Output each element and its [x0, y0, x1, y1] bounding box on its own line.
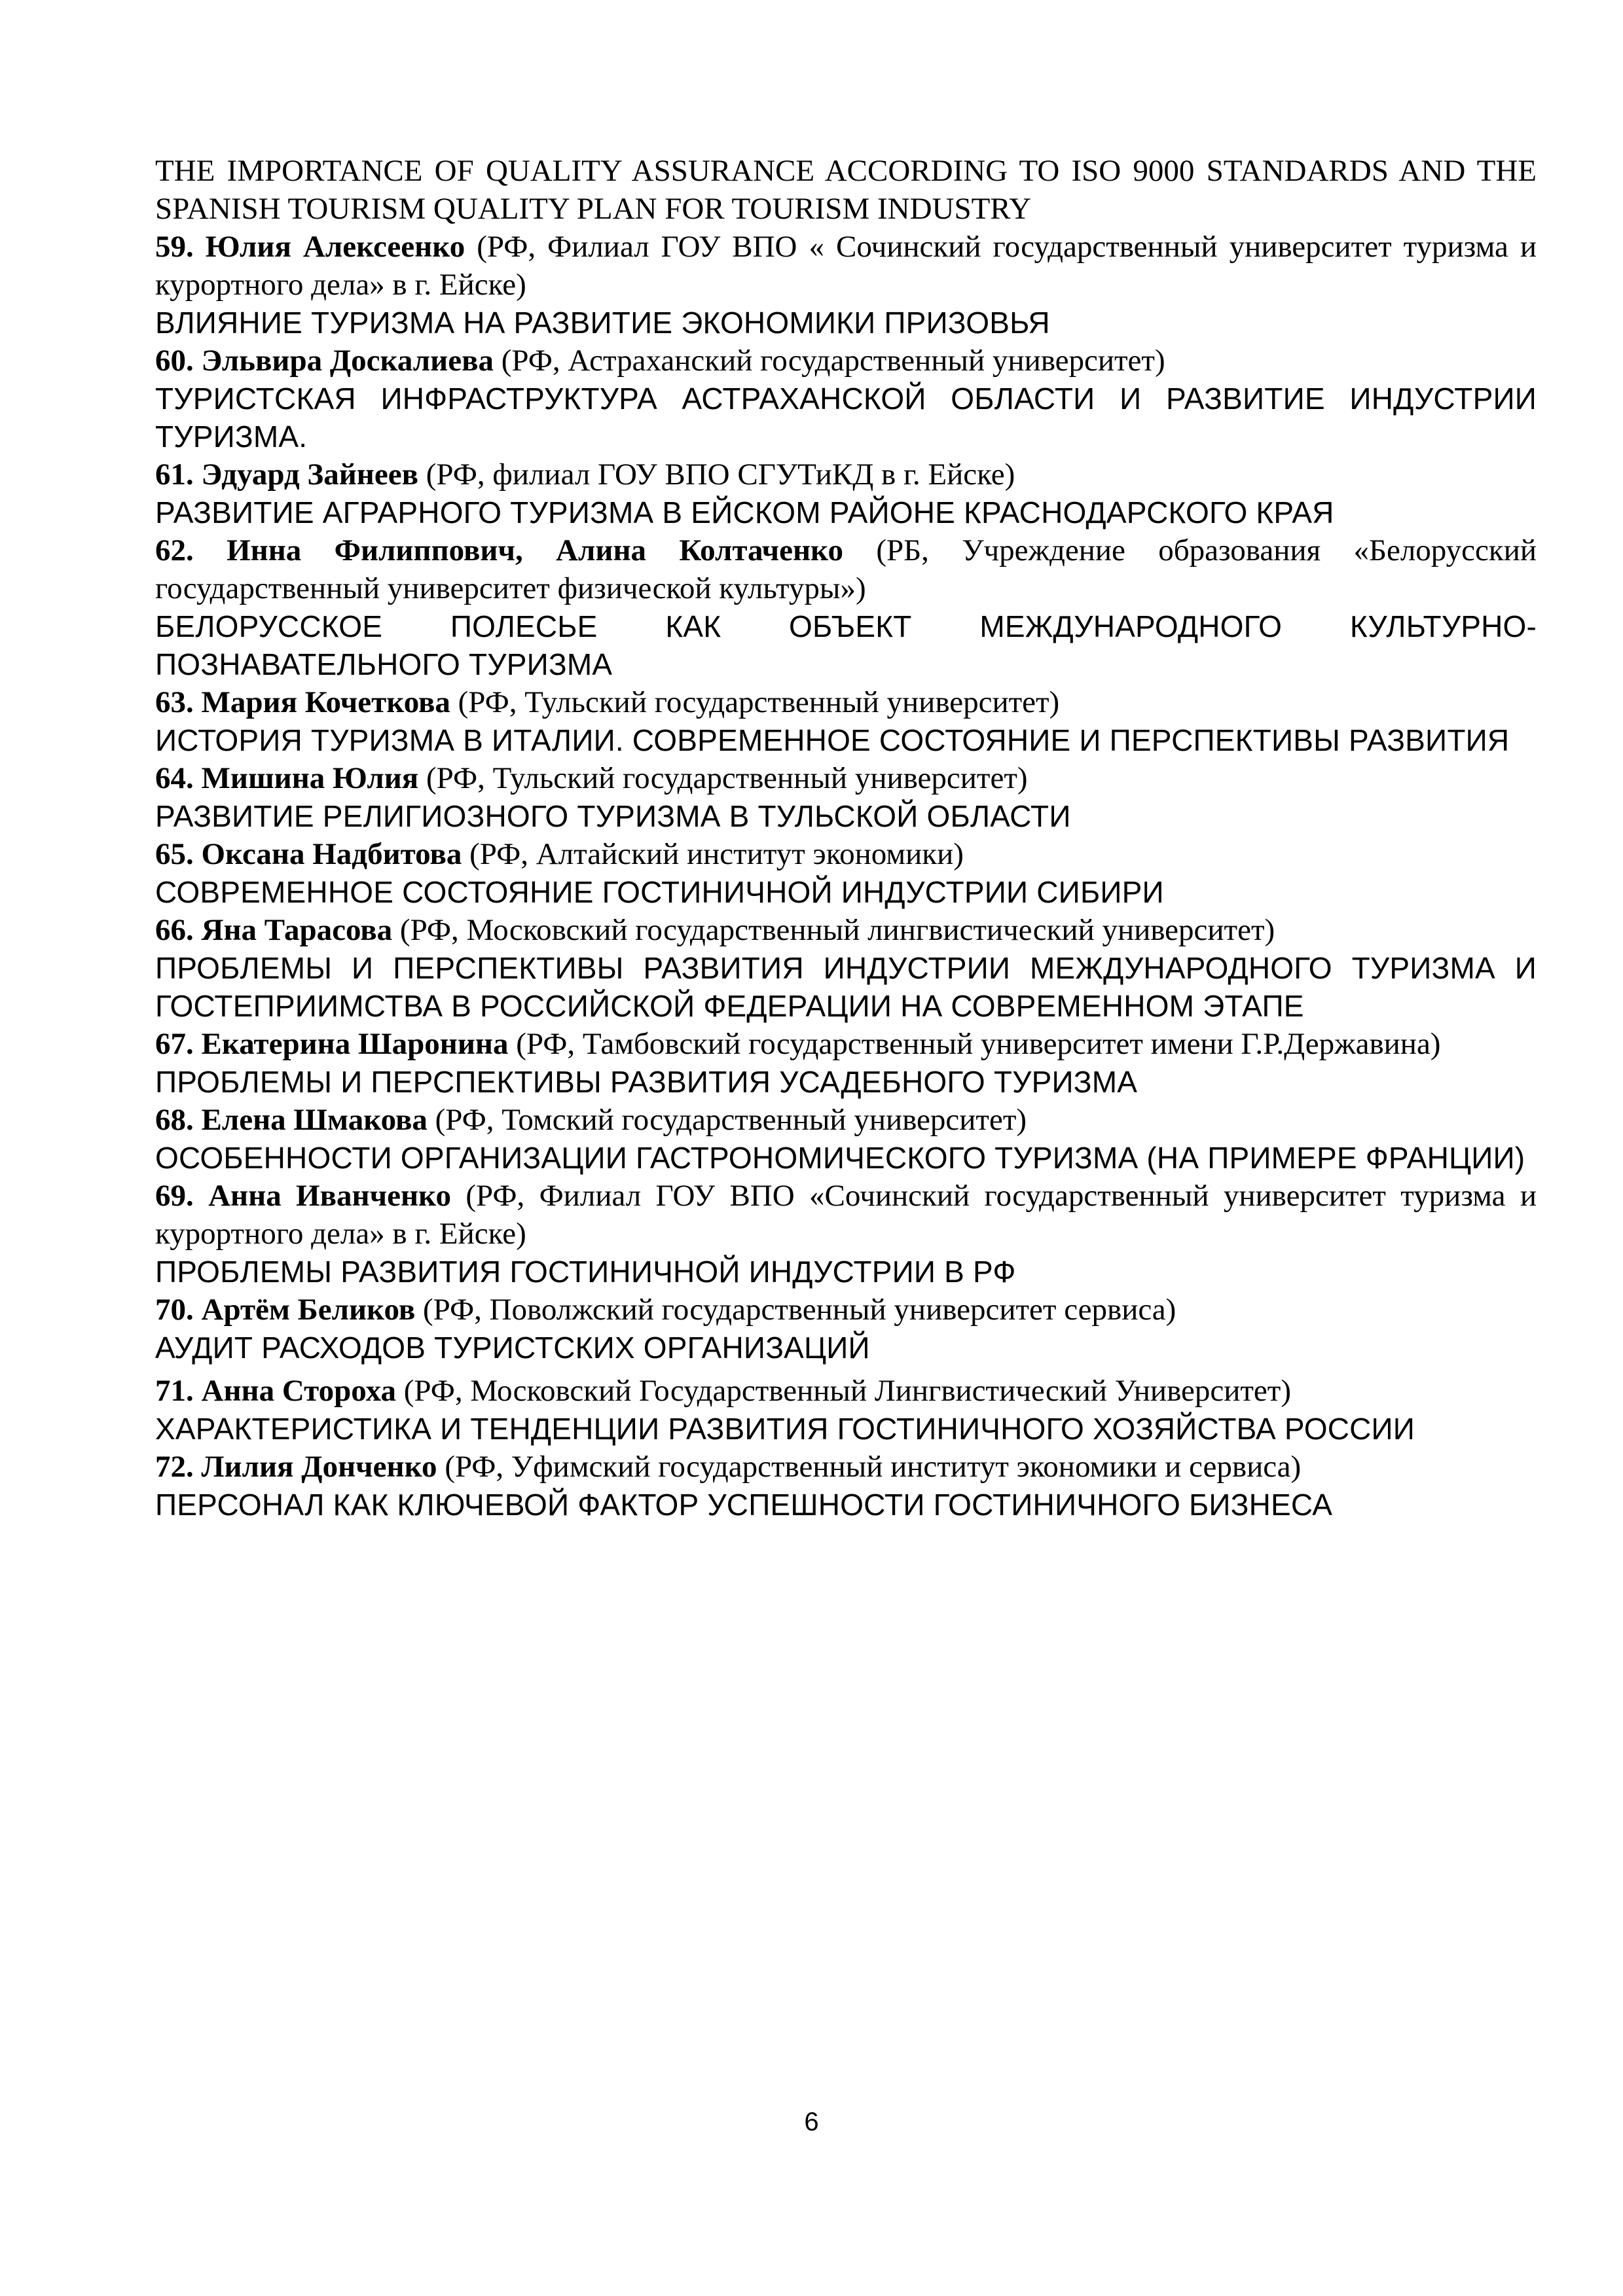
entry-67-title: ПРОБЛЕМЫ И ПЕРСПЕКТИВЫ РАЗВИТИЯ УСАДЕБНОГО ТУРИЗМА: [155, 1065, 1138, 1099]
entry-number: 59.: [155, 230, 194, 264]
entry-affiliation: (РФ, Алтайский институт экономики): [469, 837, 964, 871]
entry-63-author-line: [155, 683, 1537, 721]
entry-author: Оксана Надбитова: [201, 837, 462, 871]
entry-63-title: ИСТОРИЯ ТУРИЗМА В ИТАЛИИ. СОВРЕМЕННОЕ СОСТОЯНИЕ И ПЕРСПЕКТИВЫ РАЗВИТИЯ: [155, 723, 1510, 757]
entry-affiliation: (РФ, Московский Государственный Лингвистический Университет): [403, 1374, 1291, 1408]
entry-number: 60.: [155, 344, 194, 378]
entry-70-title: АУДИТ РАСХОДОВ ТУРИСТСКИХ ОРГАНИЗАЦИЙ: [155, 1331, 870, 1365]
entry-affiliation: (РФ, Астраханский государственный университет): [501, 344, 1165, 378]
entry-60-title: ТУРИСТСКАЯ ИНФРАСТРУКТУРА АСТРАХАНСКОЙ ОБЛАСТИ И РАЗВИТИЕ ИНДУСТРИИ ТУРИЗМА.: [155, 382, 1537, 454]
entry-author: Инна Филиппович, Алина Колтаченко: [227, 533, 844, 567]
entry-66-author-line: [155, 911, 1537, 949]
entry-affiliation: (РФ, Томский государственный университет): [435, 1103, 1027, 1137]
page-body: [155, 152, 1537, 1524]
entry-affiliation: (РФ, Тульский государственный университет): [426, 761, 1028, 795]
entry-number: 67.: [155, 1027, 194, 1061]
entry-author: Юлия Алексеенко: [205, 230, 465, 264]
entry-number: 61.: [155, 457, 194, 492]
entry-71-title: ХАРАКТЕРИСТИКА И ТЕНДЕНЦИИ РАЗВИТИЯ ГОСТИНИЧНОГО ХОЗЯЙСТВА РОССИИ: [155, 1412, 1415, 1446]
entry-affiliation: (РФ, филиал ГОУ ВПО СГУТиКД в г. Ейске): [426, 457, 1015, 492]
entry-67-author-line: [155, 1025, 1537, 1063]
entry-70-author-line: [155, 1291, 1537, 1329]
entry-affiliation: (РФ, Уфимский государственный институт экономики и сервиса): [445, 1450, 1302, 1484]
entry-69-title: ПРОБЛЕМЫ РАЗВИТИЯ ГОСТИНИЧНОЙ ИНДУСТРИИ В РФ: [155, 1255, 1016, 1289]
entry-affiliation: (РБ, Учреждение образования «Белорусский государственный университет физической культуры»): [155, 533, 1537, 605]
entry-number: 65.: [155, 837, 194, 871]
entry-number: 68.: [155, 1103, 194, 1137]
entry-65-author-line: [155, 835, 1537, 873]
entry-number: 69.: [155, 1179, 194, 1213]
continued-title: THE IMPORTANCE OF QUALITY ASSURANCE ACCORDING TO ISO 9000 STANDARDS AND THE SPANISH TOURISM QUALITY PLAN FOR TOURISM INDUSTRY: [155, 154, 1537, 226]
entry-number: 62.: [155, 533, 194, 567]
entry-affiliation: (РФ, Тульский государственный университет): [458, 685, 1060, 719]
entry-affiliation: (РФ, Тамбовский государственный университет имени Г.Р.Державина): [516, 1027, 1441, 1061]
entry-author: Лилия Донченко: [201, 1450, 437, 1484]
entry-62-title: БЕЛОРУССКОЕ ПОЛЕСЬЕ КАК ОБЪЕКТ МЕЖДУНАРОДНОГО КУЛЬТУРНО-ПОЗНАВАТЕЛЬНОГО ТУРИЗМА: [155, 609, 1537, 681]
entry-number: 66.: [155, 913, 194, 947]
entry-author: Эльвира Доскалиева: [201, 344, 494, 378]
entry-author: Мария Кочеткова: [201, 685, 450, 719]
entry-59-title: ВЛИЯНИЕ ТУРИЗМА НА РАЗВИТИЕ ЭКОНОМИКИ ПРИЗОВЬЯ: [155, 306, 1050, 340]
entry-number: 72.: [155, 1450, 194, 1484]
entry-62-author-line: [155, 531, 1537, 607]
entry-author: Эдуард Зайнеев: [201, 457, 418, 492]
entry-author: Елена Шмакова: [201, 1103, 428, 1137]
entry-author: Анна Иванченко: [208, 1179, 451, 1213]
entry-64-title: РАЗВИТИЕ РЕЛИГИОЗНОГО ТУРИЗМА В ТУЛЬСКОЙ ОБЛАСТИ: [155, 799, 1071, 833]
entry-68-title: ОСОБЕННОСТИ ОРГАНИЗАЦИИ ГАСТРОНОМИЧЕСКОГО ТУРИЗМА (НА ПРИМЕРЕ ФРАНЦИИ): [155, 1141, 1525, 1175]
entry-number: 64.: [155, 761, 194, 795]
entry-affiliation: (РФ, Филиал ГОУ ВПО «Сочинский государственный университет туризма и курортного дела» в г. Ейске): [155, 1179, 1537, 1251]
entry-66-title: ПРОБЛЕМЫ И ПЕРСПЕКТИВЫ РАЗВИТИЯ ИНДУСТРИИ МЕЖДУНАРОДНОГО ТУРИЗМА И ГОСТЕПРИИМСТВА В РОССИЙСКОЙ ФЕДЕРАЦИИ НА СОВРЕМЕННОМ ЭТАПЕ: [155, 951, 1537, 1023]
entry-71-author-line: [155, 1372, 1537, 1410]
entry-69-author-line: [155, 1177, 1537, 1253]
entry-64-author-line: [155, 759, 1537, 797]
entry-author: Анна Стороха: [201, 1374, 396, 1408]
entry-author: Мишина Юлия: [201, 761, 419, 795]
entry-number: 71.: [155, 1374, 194, 1408]
entry-59-author-line: [155, 228, 1537, 304]
entry-author: Артём Беликов: [201, 1293, 416, 1327]
entry-affiliation: (РФ, Поволжский государственный университет сервиса): [422, 1293, 1176, 1327]
entry-number: 70.: [155, 1293, 194, 1327]
entry-60-author-line: [155, 342, 1537, 380]
entry-author: Екатерина Шаронина: [201, 1027, 509, 1061]
entry-61-author-line: [155, 456, 1537, 493]
entry-affiliation: (РФ, Филиал ГОУ ВПО « Сочинский государственный университет туризма и курортного дела» в г. Ейске): [155, 230, 1537, 302]
entry-72-author-line: [155, 1448, 1537, 1486]
entry-affiliation: (РФ, Московский государственный лингвистический университет): [399, 913, 1275, 947]
entry-61-title: РАЗВИТИЕ АГРАРНОГО ТУРИЗМА В ЕЙСКОМ РАЙОНЕ КРАСНОДАРСКОГО КРАЯ: [155, 495, 1334, 529]
entry-number: 63.: [155, 685, 194, 719]
entry-72-title: ПЕРСОНАЛ КАК КЛЮЧЕВОЙ ФАКТОР УСПЕШНОСТИ ГОСТИНИЧНОГО БИЗНЕСА: [155, 1488, 1333, 1522]
entry-author: Яна Тарасова: [201, 913, 393, 947]
entry-65-title: СОВРЕМЕННОЕ СОСТОЯНИЕ ГОСТИНИЧНОЙ ИНДУСТРИИ СИБИРИ: [155, 875, 1164, 909]
page-number: 6: [804, 2108, 819, 2136]
entry-68-author-line: [155, 1101, 1537, 1139]
